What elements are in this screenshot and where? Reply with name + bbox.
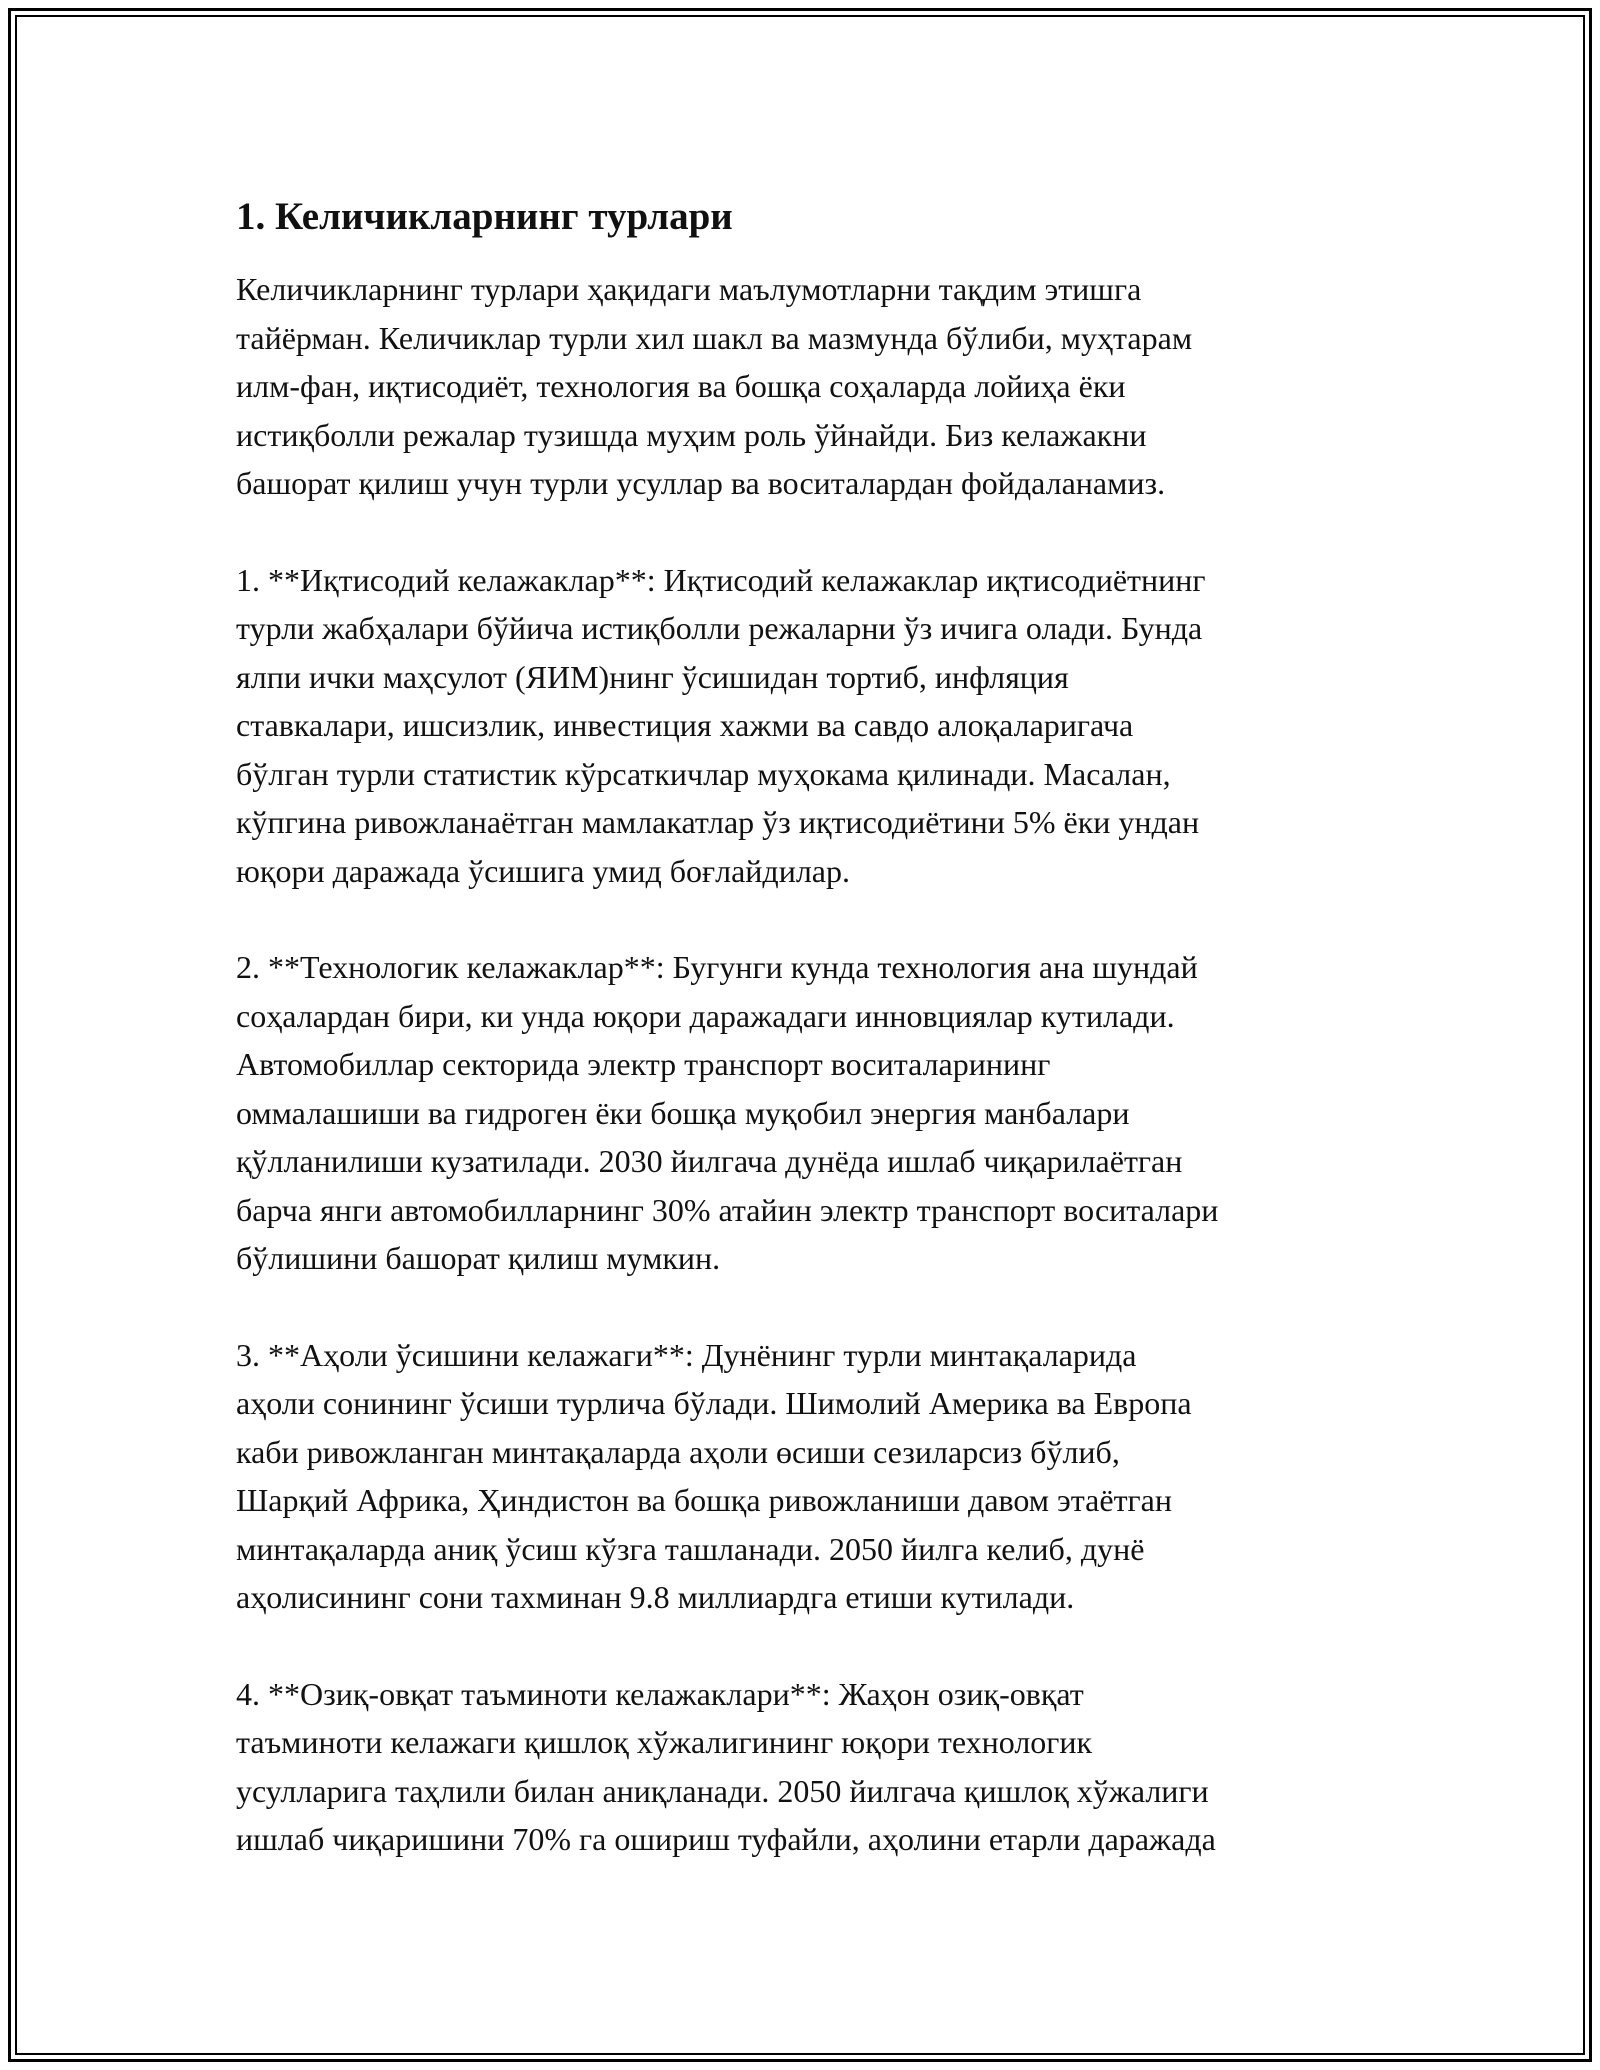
paragraph-food-supply: 4. **Озиқ-овқат таъминоти келажаклари**: Жаҳон озиқ-овқат таъминоти келажаги қишлоқ хўжалигининг юқори технологик усулларига таҳлили билан аниқланади. 2050 йилгача қишлоқ хўжалиги ишлаб чиқаришини 70% га ошириш туфайли, аҳолини етарли даражада [236,1675,1216,1857]
document-title: 1. Келичикларнинг турлари [236,195,733,238]
page-border [8,8,1592,2062]
intro-paragraph: Келичикларнинг турлари ҳақидаги маълумотларни тақдим этишга тайёрман. Келичиклар турли хил шакл ва мазмунда бўлиби, муҳтарам илм-фан, иқтисодиёт, технология ва бошқа соҳаларда лойиҳа ёки истиқболли режалар тузишда муҳим роль ўйнайди. Биз келажакни башорат қилиш учун турли усуллар ва воситалардан фойдаланамиз. [236,271,1193,501]
paragraph-population-growth: 3. **Аҳоли ўсишини келажаги**: Дунёнинг турли минтақаларида аҳоли сонининг ўсиши турлича бўлади. Шимолий Америка ва Европа каби ривожланган минтақаларда аҳоли өсиши сезиларсиз бўлиб, Шарқий Африка, Ҳиндистон ва бошқа ривожланиши давом этаётган минтақаларда аниқ ўсиш кўзга ташланади. 2050 йилга келиб, дунё аҳолисининг сони тахминан 9.8 миллиардга етиши кутилади. [236,1336,1192,1615]
document-body [236,193,1396,1864]
paragraph-technological-futures: 2. **Технологик келажаклар**: Бугунги кунда технология ана шундай соҳалардан бири, ки унда юқори даражадаги инновциялар кутилади. Автомобиллар секторида электр транспорт воситаларининг оммалашиши ва гидроген ёки бошқа муқобил энергия манбалари қўлланилиши кузатилади. 2030 йилгача дунёда ишлаб чиқарилаётган барча янги автомобилларнинг 30% атайин электр транспорт воситалари бўлишини башорат қилиш мумкин. [236,949,1219,1276]
paragraph-economic-futures: 1. **Иқтисодий келажаклар**: Иқтисодий келажаклар иқтисодиётнинг турли жабҳалари бўйича истиқболли режаларни ўз ичига олади. Бунда ялпи ички маҳсулот (ЯИМ)нинг ўсишидан тортиб, инфляция ставкалари, ишсизлик, инвестиция хажми ва савдо алоқаларигача бўлган турли статистик кўрсаткичлар муҳокама қилинади. Масалан, кўпгина ривожланаётган мамлакатлар ўз иқтисодиётини 5% ёки ундан юқори даражада ўсишига умид боғлайдилар. [236,561,1206,889]
